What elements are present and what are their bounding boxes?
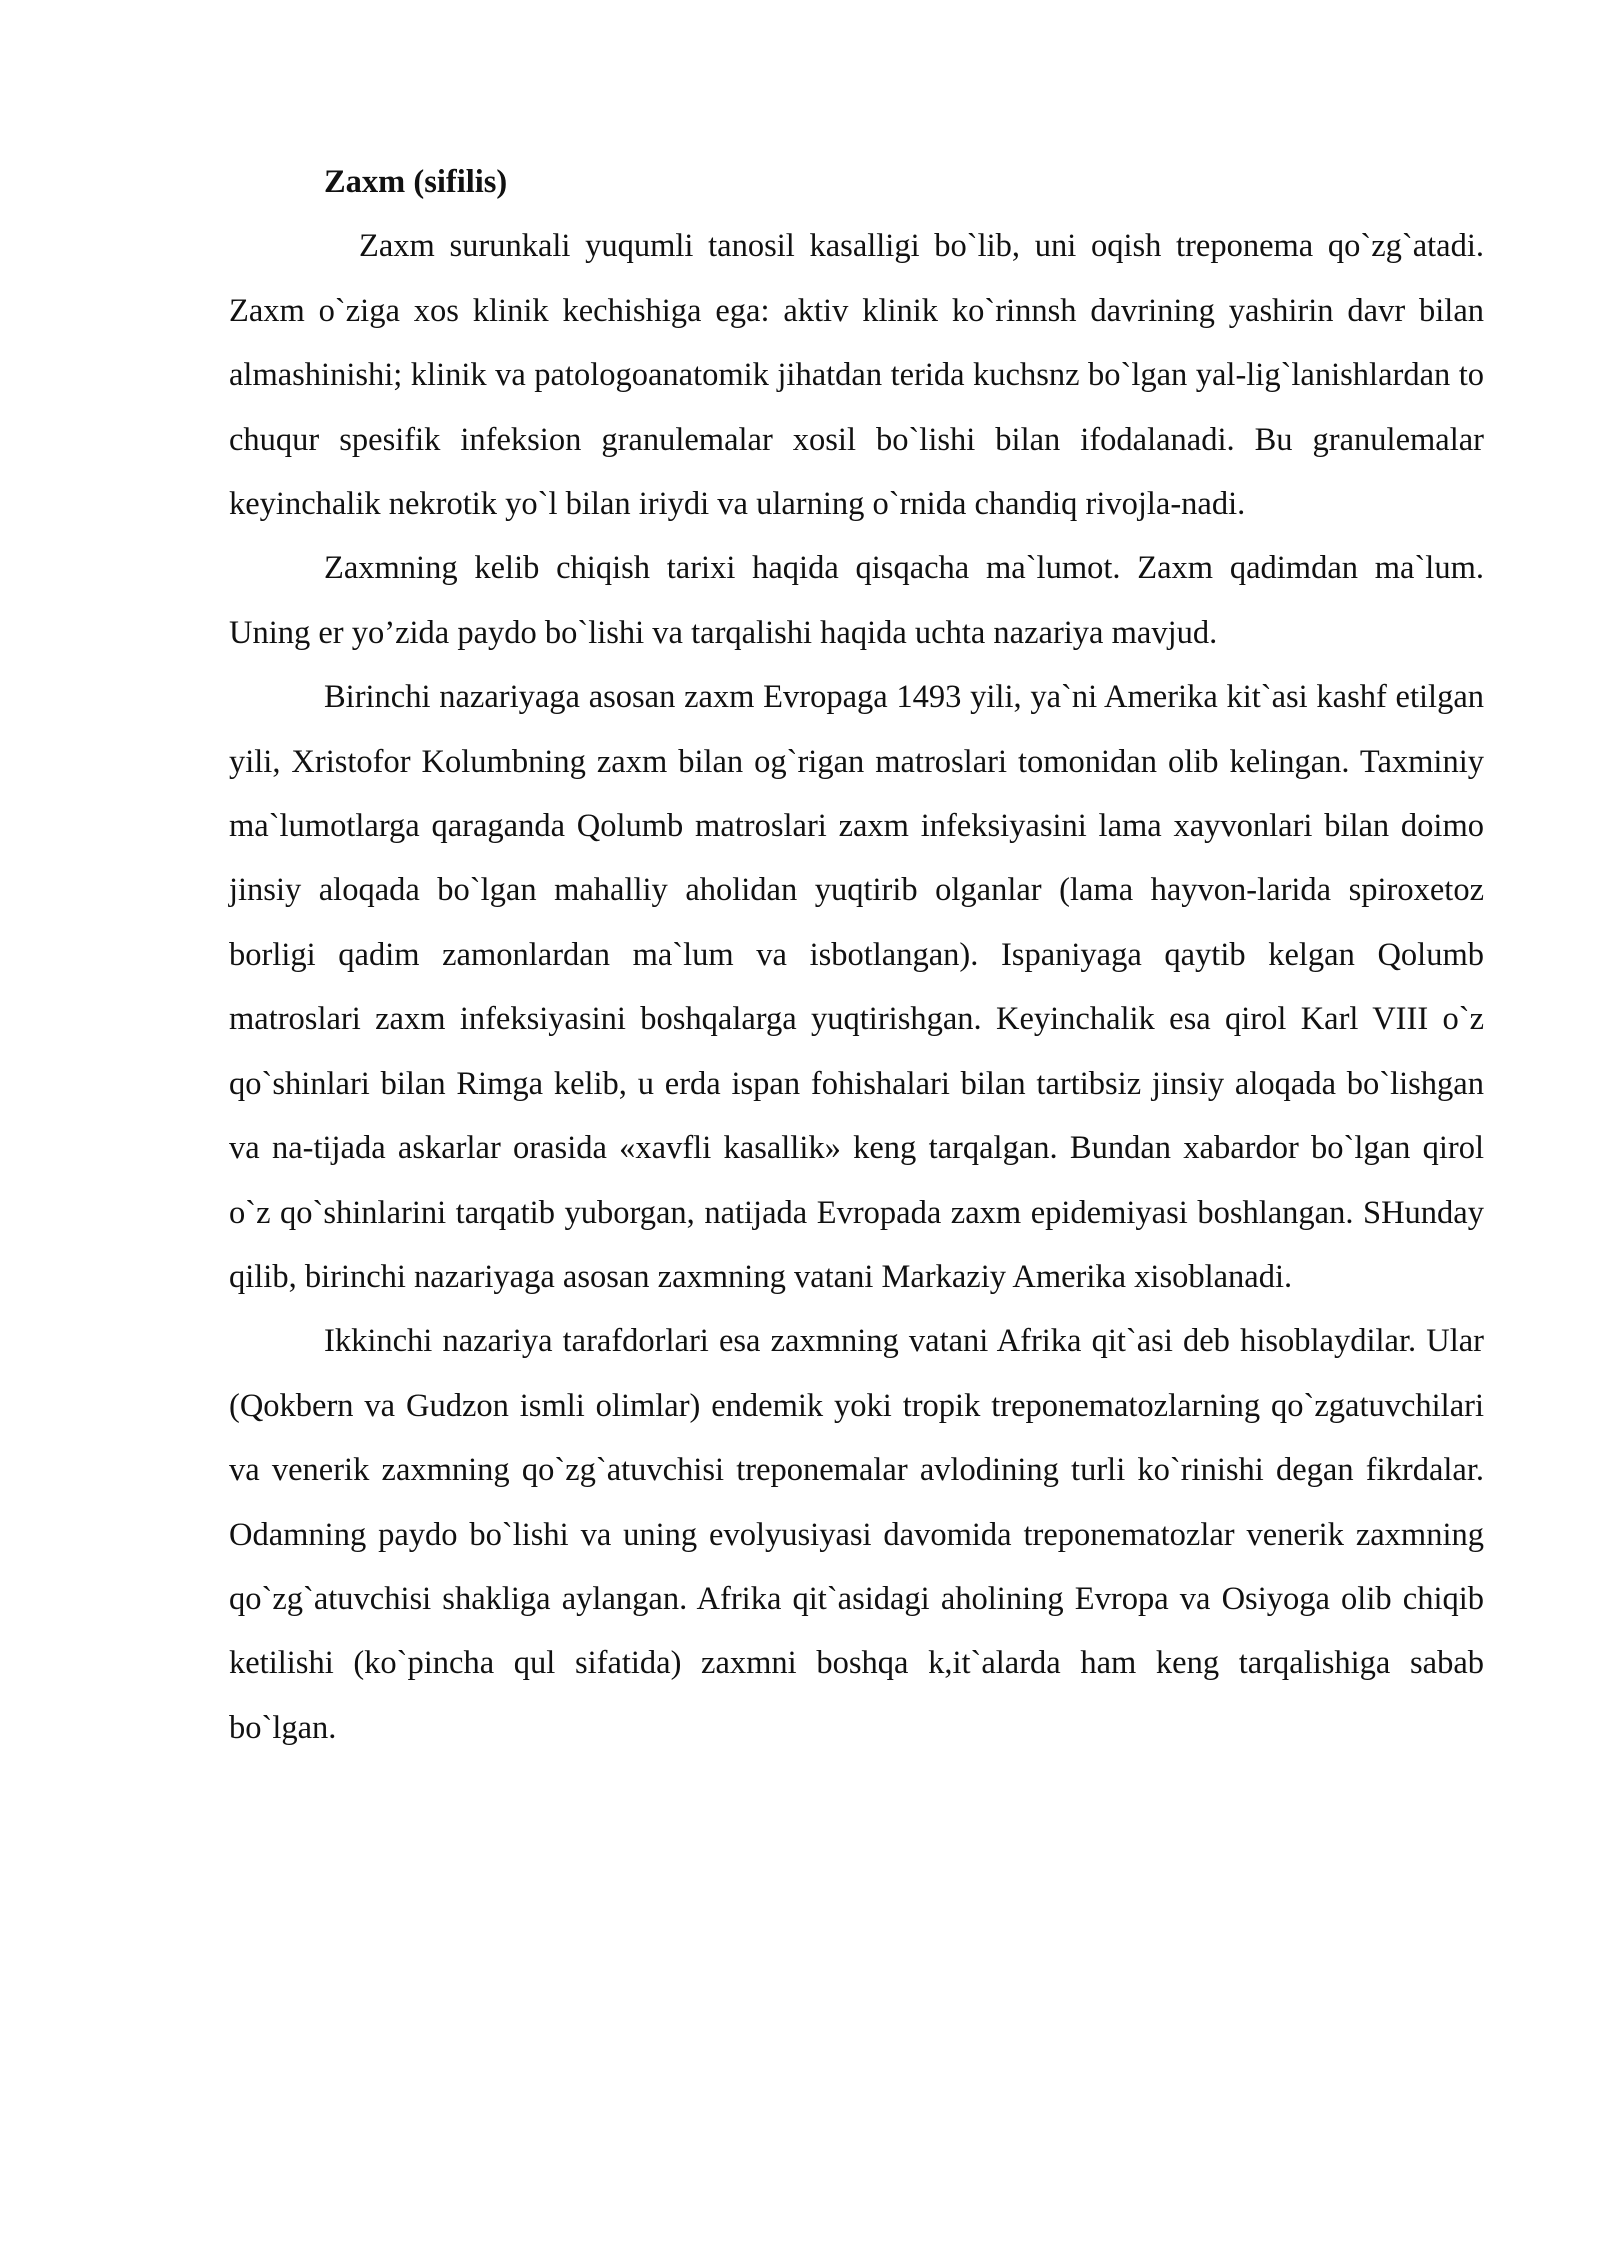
document-body (229, 150, 1484, 1760)
paragraph-definition: Zaxm surunkali yuqumli tanosil kasalligi bo`lib, uni oqish treponema qo`zg`atadi. Zaxm o`ziga xos klinik kechishiga ega: aktiv klinik ko`rinnsh davrining yashirin davr bilan almashinishi; klinik va patologoanatomik jihatdan terida kuchsnz bo`lgan yal-lig`lanishlardan to chuqur spesifik infeksion granulemalar xosil bo`lishi bilan ifodalanadi. Bu granulemalar keyinchalik nekrotik yo`l bilan iriydi va ularning o`rnida chandiq rivojla-nadi. (229, 228, 1484, 523)
paragraph-first-theory: Birinchi nazariyaga asosan zaxm Evropaga 1493 yili, ya`ni Amerika kit`asi kashf etilgan yili, Xristofor Kolumbning zaxm bilan og`rigan matroslari tomonidan olib kelingan. Taxminiy ma`lumotlarga qaraganda Qolumb matroslari zaxm infeksiyasini lama xayvonlari bilan doimo jinsiy aloqada bo`lgan mahalliy aholidan yuqtirib olganlar (lama hayvon-larida spiroxetoz borligi qadim zamonlardan ma`lum va isbotlangan). Ispaniyaga qaytib kelgan Qolumb matroslari zaxm infeksiyasini boshqalarga yuqtirishgan. Keyinchalik esa qirol Karl VIII o`z qo`shinlari bilan Rimga kelib, u erda ispan fohishalari bilan tartibsiz jinsiy aloqada bo`lishgan va na-tijada askarlar orasida «xavfli kasallik» keng tarqalgan. Bundan xabardor bo`lgan qirol o`z qo`shinlarini tarqatib yuborgan, natijada Evropada zaxm epidemiyasi boshlangan. SHunday qilib, birinchi nazariyaga asosan zaxmning vatani Markaziy Amerika xisoblanadi. (229, 679, 1484, 1295)
paragraph-second-theory: Ikkinchi nazariya tarafdorlari esa zaxmning vatani Afrika qit`asi deb hisoblaydilar. Ular (Qokbern va Gudzon ismli olimlar) endemik yoki tropik treponematozlarning qo`zgatuvchilari va venerik zaxmning qo`zg`atuvchisi treponemalar avlodining turli ko`rinishi degan fikrdalar. Odamning paydo bo`lishi va uning evolyusiyasi davomida treponematozlar venerik zaxmning qo`zg`atuvchisi shakliga aylangan. Afrika qit`asidagi aholining Evropa va Osiyoga olib chiqib ketilishi (ko`pincha qul sifatida) zaxmni boshqa k,it`alarda ham keng tarqalishiga sabab bo`lgan. (229, 1323, 1484, 1746)
section-title: Zaxm (sifilis) (324, 164, 508, 200)
paragraph-history-intro: Zaxmning kelib chiqish tarixi haqida qisqacha ma`lumot. Zaxm qadimdan ma`lum. Uning er yo’zida paydo bo`lishi va tarqalishi haqida uchta nazariya mavjud. (229, 550, 1484, 651)
